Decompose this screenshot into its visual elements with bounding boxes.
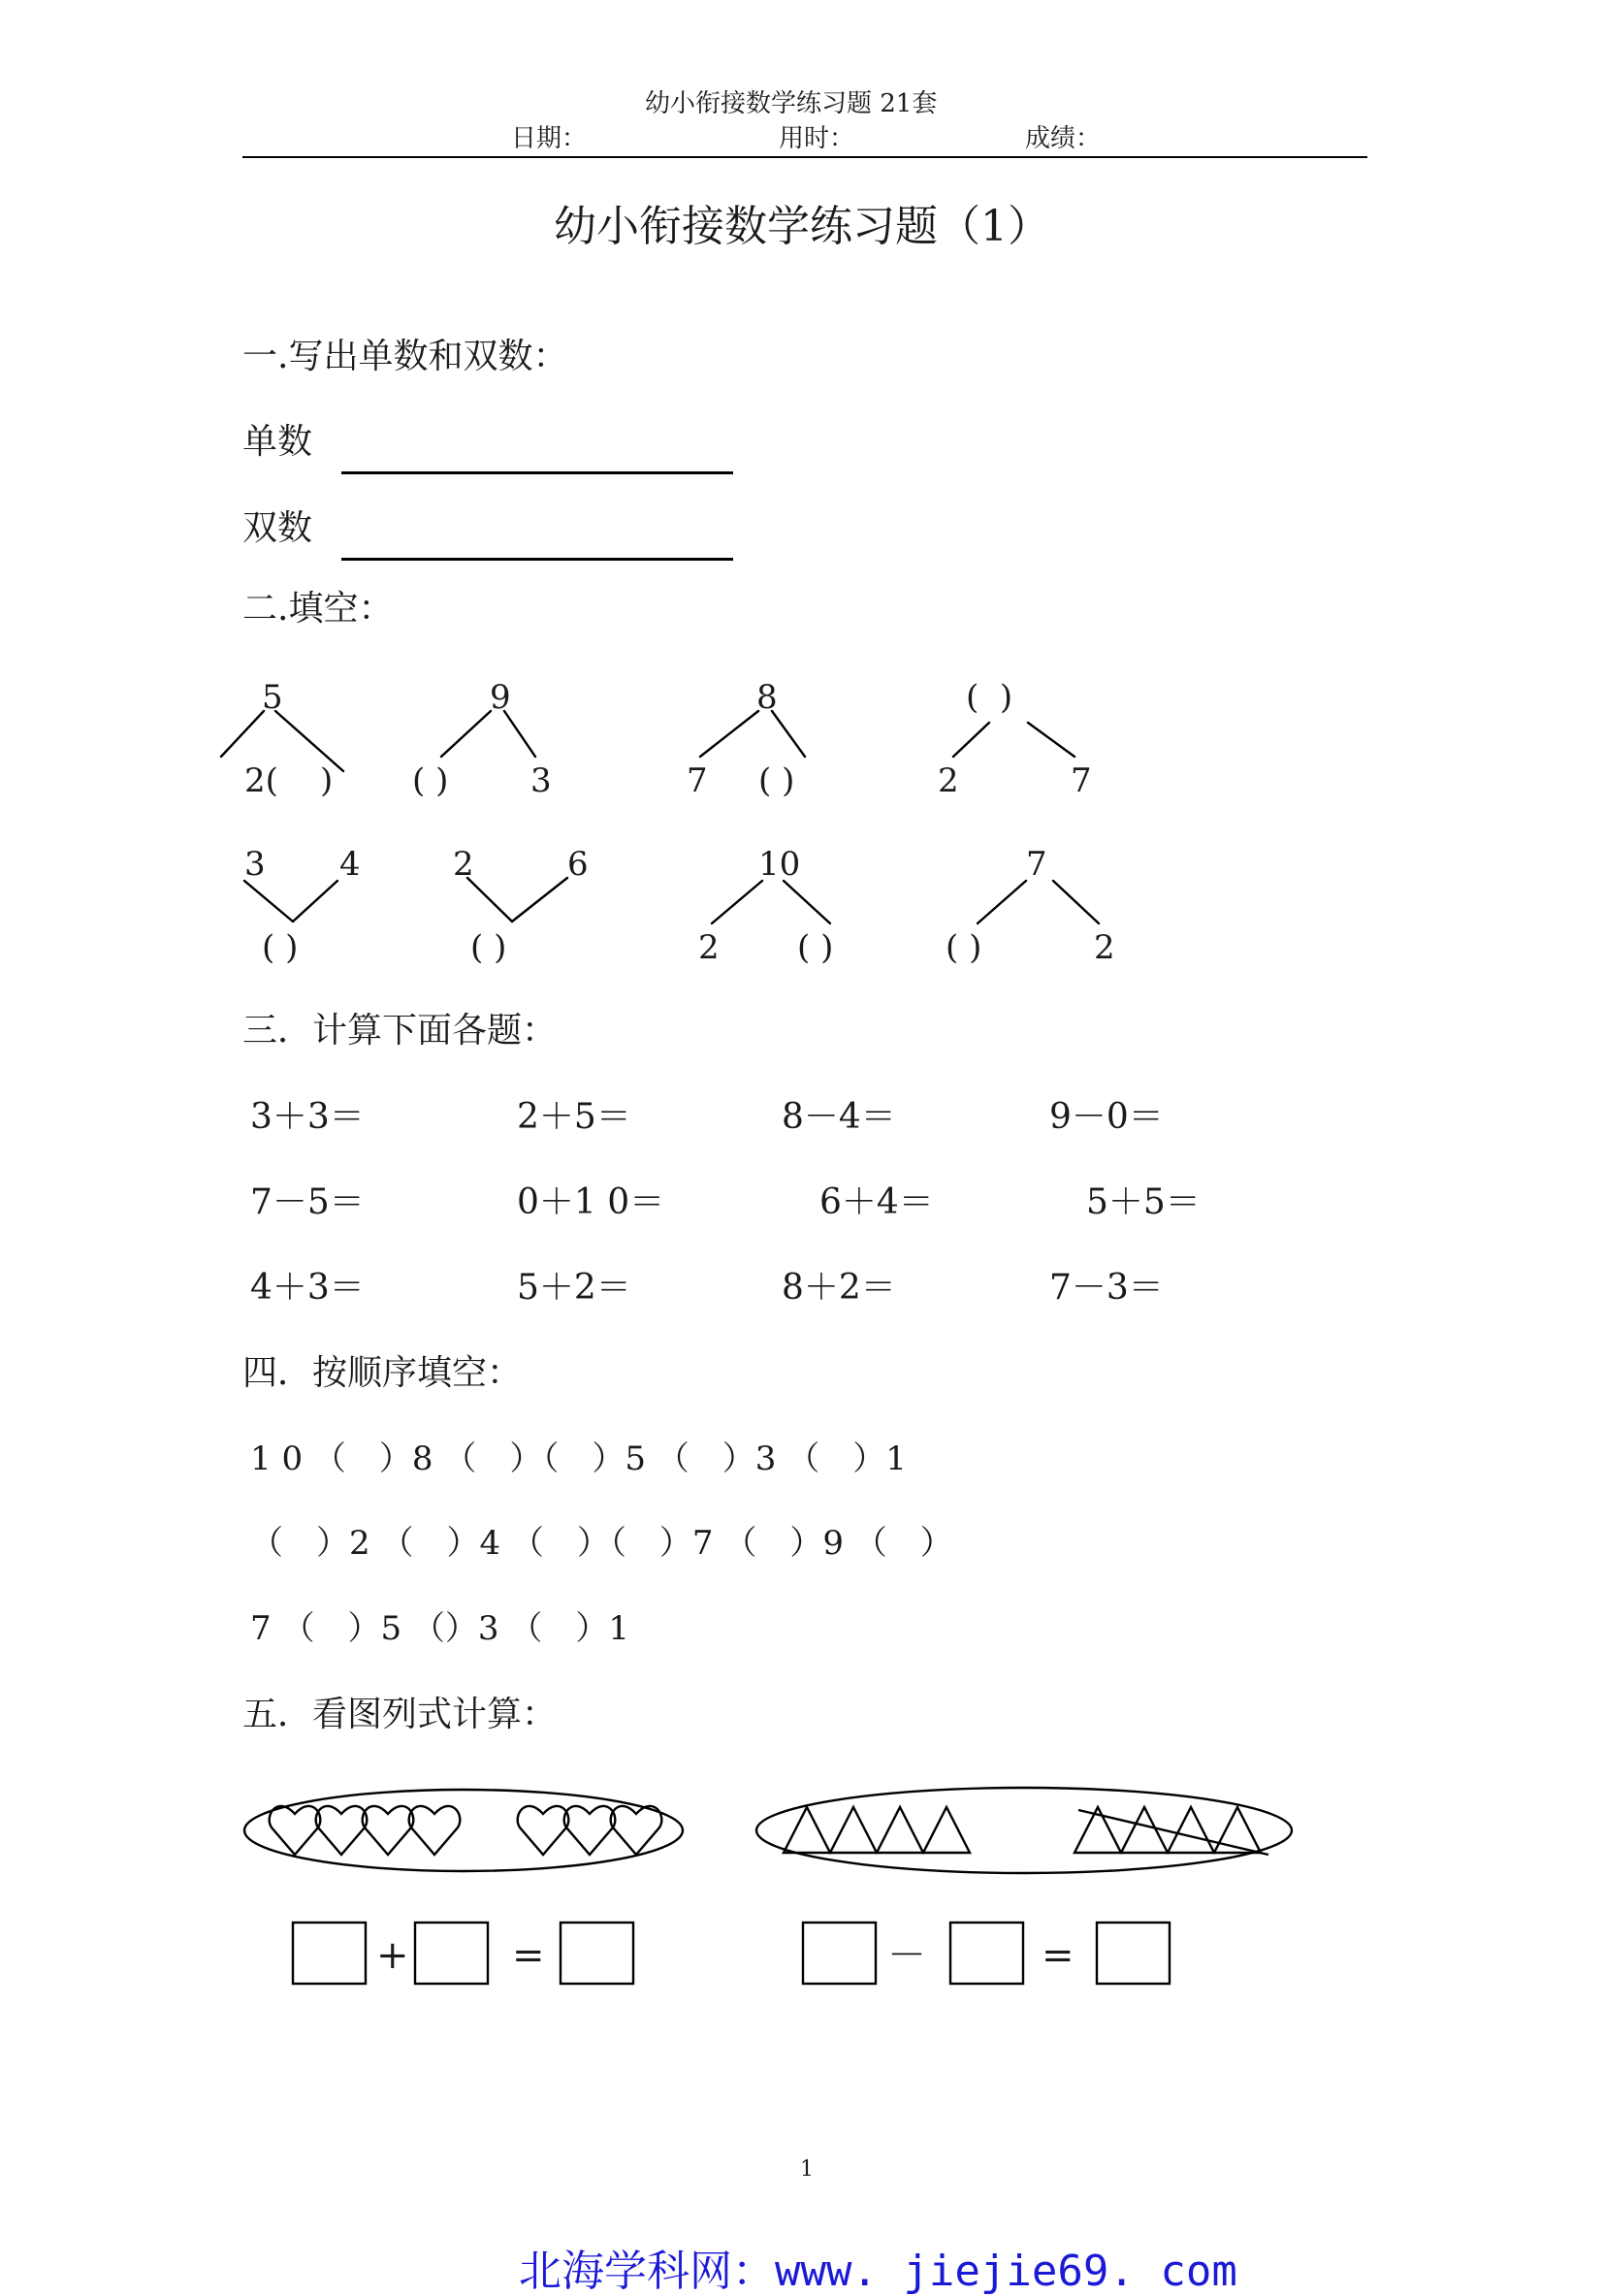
tree5-bottom[interactable]: ( ) xyxy=(262,928,299,967)
triangles-group-left xyxy=(784,1807,970,1853)
tree7-top: 10 xyxy=(758,845,801,884)
tree3-top: 8 xyxy=(756,678,778,717)
equation[interactable]: 5＋5＝ xyxy=(1086,1182,1201,1222)
answer-box[interactable] xyxy=(1097,1923,1170,1984)
sequence-row[interactable]: 1 0 （ ）8 （ ）（ ）5 （ ）3 （ ）1 xyxy=(250,1439,907,1478)
tree3-right[interactable]: ( ) xyxy=(758,761,795,800)
heart-icon xyxy=(270,1806,321,1855)
tree6-branch-left xyxy=(467,878,512,922)
heart-icon xyxy=(564,1806,616,1855)
answer-box[interactable] xyxy=(803,1923,876,1984)
tree8-right: 2 xyxy=(1094,928,1115,967)
hearts-ellipse xyxy=(244,1790,683,1871)
triangle-icon xyxy=(1168,1807,1214,1853)
triangles-ellipse xyxy=(756,1788,1292,1873)
section3-heading: 三．计算下面各题： xyxy=(242,1011,558,1051)
equation[interactable]: 9－0＝ xyxy=(1049,1097,1164,1137)
heart-icon xyxy=(518,1806,569,1855)
tree3-branch-left xyxy=(700,711,758,757)
answer-box[interactable] xyxy=(293,1923,366,1984)
equation[interactable]: 4＋3＝ xyxy=(250,1268,365,1308)
odd-label: 单数 xyxy=(242,422,313,462)
equation[interactable]: 6＋4＝ xyxy=(819,1182,934,1222)
tree1-right: ) xyxy=(320,761,334,800)
tree2-top: 9 xyxy=(490,678,511,717)
equation[interactable]: 7－3＝ xyxy=(1049,1268,1164,1308)
triangles-group-right xyxy=(1075,1807,1268,1855)
tree5-branch-left xyxy=(244,881,293,922)
tree3-left: 7 xyxy=(687,761,708,800)
sequence-row[interactable]: （ ）2 （ ）4 （ ）（ ）7 （ ）9 （ ） xyxy=(250,1524,953,1563)
equation[interactable]: 8－4＝ xyxy=(782,1097,896,1137)
answer-box[interactable] xyxy=(561,1923,633,1984)
heart-icon xyxy=(316,1806,368,1855)
page-title: 幼小衔接数学练习题（1） xyxy=(554,202,1050,251)
tree4-branch-right xyxy=(1028,723,1075,757)
tree6-right: 6 xyxy=(567,845,589,884)
answer-box[interactable] xyxy=(950,1923,1023,1984)
score-label: 成绩： xyxy=(1025,124,1102,153)
tree8-top: 7 xyxy=(1026,845,1047,884)
tree7-right[interactable]: ( ) xyxy=(797,928,834,967)
triangle-icon xyxy=(1214,1807,1261,1853)
equation[interactable]: 0＋1 0＝ xyxy=(517,1182,665,1222)
equation[interactable]: 7－5＝ xyxy=(250,1182,365,1222)
tree6-left: 2 xyxy=(453,845,474,884)
footer-url[interactable]: www. jiejie69. com xyxy=(774,2247,1237,2296)
triangle-icon xyxy=(923,1807,970,1853)
triangle-icon xyxy=(830,1807,877,1853)
tree5-branch-right xyxy=(293,881,337,922)
cross-out-line xyxy=(1078,1810,1268,1855)
page-number: 1 xyxy=(800,2157,814,2182)
tree2-branch-right xyxy=(504,711,535,757)
triangle-icon xyxy=(784,1807,830,1853)
section4-heading: 四．按顺序填空： xyxy=(242,1353,523,1393)
tree2-right: 3 xyxy=(530,761,552,800)
tree7-branch-left xyxy=(712,881,762,923)
minus-sign: － xyxy=(887,1933,926,1978)
heart-icon xyxy=(611,1806,662,1855)
tree4-top[interactable]: ( ) xyxy=(966,678,1013,717)
doc-series-title: 幼小衔接数学练习题 21套 xyxy=(645,89,938,118)
section1-heading: 一.写出单数和双数： xyxy=(242,337,568,376)
answer-box[interactable] xyxy=(415,1923,488,1984)
tree8-branch-right xyxy=(1053,881,1099,923)
footer-site-name: 北海学科网： xyxy=(518,2247,775,2296)
heart-icon xyxy=(409,1806,461,1855)
tree4-left: 2 xyxy=(938,761,959,800)
tree6-bottom[interactable]: ( ) xyxy=(470,928,507,967)
tree4-right: 7 xyxy=(1071,761,1092,800)
equation[interactable]: 3＋3＝ xyxy=(250,1097,365,1137)
tree8-left[interactable]: ( ) xyxy=(946,928,982,967)
tree7-left: 2 xyxy=(698,928,720,967)
hearts-group-right xyxy=(518,1806,662,1855)
tree1-branch-left xyxy=(221,711,264,757)
tree2-left[interactable]: ( ) xyxy=(412,761,449,800)
tree2-branch-left xyxy=(441,711,491,757)
equals-sign: = xyxy=(1042,1933,1075,1978)
tree8-branch-left xyxy=(978,881,1026,923)
hearts-group-left xyxy=(270,1806,461,1855)
plus-sign: + xyxy=(376,1933,409,1978)
tree1-left: 2( xyxy=(244,761,278,800)
even-label: 双数 xyxy=(242,508,313,548)
tree7-branch-right xyxy=(784,881,830,923)
tree6-branch-right xyxy=(512,878,567,922)
equals-sign: = xyxy=(512,1933,545,1978)
time-label: 用时： xyxy=(779,124,855,153)
sequence-row[interactable]: 7 （ ）5 （）3 （ ）1 xyxy=(250,1609,629,1648)
heart-icon xyxy=(363,1806,414,1855)
tree1-top: 5 xyxy=(262,678,283,717)
footer-watermark xyxy=(467,2208,1237,2296)
equation[interactable]: 8＋2＝ xyxy=(782,1268,896,1308)
section2-heading: 二.填空： xyxy=(242,589,394,629)
tree5-left: 3 xyxy=(244,845,266,884)
date-label: 日期： xyxy=(511,124,588,153)
triangle-icon xyxy=(877,1807,923,1853)
equation[interactable]: 2＋5＝ xyxy=(517,1097,631,1137)
tree4-branch-left xyxy=(953,723,989,757)
tree3-branch-right xyxy=(772,711,805,757)
equation[interactable]: 5＋2＝ xyxy=(517,1268,631,1308)
section5-heading: 五．看图列式计算： xyxy=(242,1695,558,1734)
tree5-right: 4 xyxy=(339,845,361,884)
tree1-branch-right xyxy=(275,711,343,771)
